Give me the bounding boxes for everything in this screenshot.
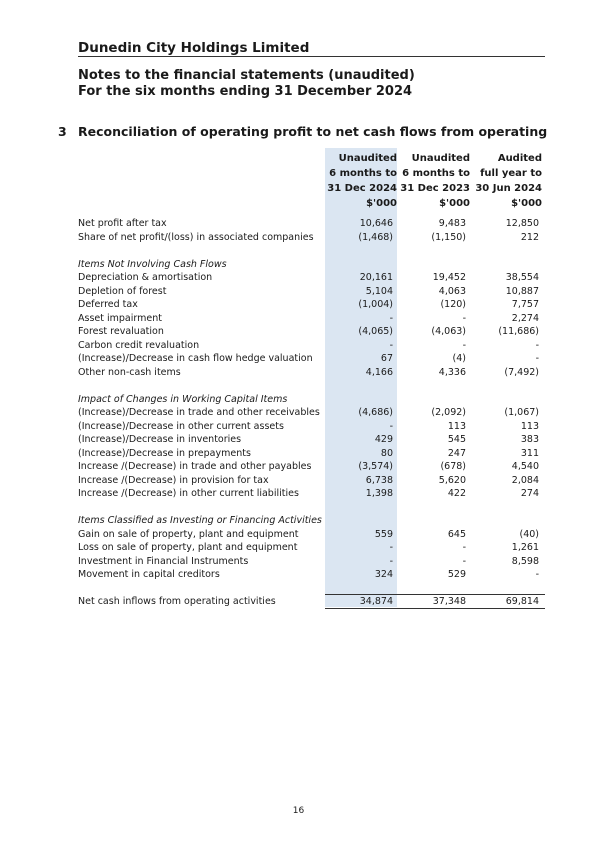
value-current: -: [389, 556, 393, 567]
value-prior: 19,452: [432, 272, 466, 283]
page-number: 16: [292, 806, 305, 816]
column-header-current: [325, 151, 397, 211]
value-current: 80: [380, 448, 393, 459]
table-row: [78, 541, 544, 554]
row-label: Increase /(Decrease) in provision for tax: [78, 475, 269, 486]
value-current: -: [389, 340, 393, 351]
value-full-year: (1,067): [504, 407, 539, 418]
value-current: -: [389, 421, 393, 432]
value-prior: 113: [447, 421, 466, 432]
value-current: 34,874: [359, 596, 393, 607]
row-label: Depreciation & amortisation: [78, 272, 213, 283]
value-prior: 645: [447, 529, 466, 540]
value-current: (4,686): [358, 407, 393, 418]
table-row: [78, 447, 544, 460]
value-prior: 545: [447, 434, 466, 445]
value-current: 429: [374, 434, 393, 445]
column-header-line: 31 Dec 2024: [327, 183, 397, 194]
row-label: Investment in Financial Instruments: [78, 556, 249, 567]
column-header-line: 31 Dec 2023: [400, 183, 470, 194]
row-label: Other non-cash items: [78, 367, 181, 378]
value-prior: 9,483: [438, 218, 466, 229]
value-prior: 4,063: [438, 286, 466, 297]
row-label: Deferred tax: [78, 299, 138, 310]
column-header-line: Audited: [497, 153, 542, 164]
section-heading-label: Items Classified as Investing or Financing Activities: [78, 515, 322, 526]
table-row: [78, 460, 544, 473]
table-row: [78, 217, 544, 230]
row-label: Asset impairment: [78, 313, 162, 324]
value-prior: (120): [440, 299, 466, 310]
total-rule-bottom: [325, 608, 545, 609]
value-current: (1,004): [358, 299, 393, 310]
table-row: [78, 339, 544, 352]
value-current: 559: [374, 529, 393, 540]
row-label: Carbon credit revaluation: [78, 340, 200, 351]
value-current: 1,398: [365, 488, 393, 499]
value-prior: 529: [447, 569, 466, 580]
value-full-year: 7,757: [511, 299, 539, 310]
table-row: [78, 231, 544, 244]
section-heading-label: Items Not Involving Cash Flows: [78, 259, 227, 270]
value-prior: -: [462, 542, 466, 553]
value-full-year: 4,540: [511, 461, 539, 472]
row-label: (Increase)/Decrease in inventories: [78, 434, 242, 445]
column-header-line: Unaudited: [338, 153, 397, 164]
column-header-full-year: [466, 151, 542, 211]
value-full-year: 113: [520, 421, 539, 432]
value-prior: (2,092): [431, 407, 466, 418]
row-label: Forest revaluation: [78, 326, 164, 337]
value-prior: (678): [440, 461, 466, 472]
row-label: Increase /(Decrease) in other current liabilities: [78, 488, 299, 499]
value-full-year: 38,554: [505, 272, 539, 283]
header-rule: [78, 56, 545, 57]
value-current: -: [389, 313, 393, 324]
value-prior: (4): [452, 353, 466, 364]
column-header-line: Unaudited: [411, 153, 470, 164]
row-label: Depletion of forest: [78, 286, 167, 297]
value-prior: -: [462, 340, 466, 351]
notes-title: [78, 68, 415, 100]
table-row: [78, 568, 544, 581]
company-name: Dunedin City Holdings Limited: [78, 40, 310, 56]
value-full-year: 383: [520, 434, 539, 445]
row-label: Net cash inflows from operating activities: [78, 596, 276, 607]
value-prior: 37,348: [432, 596, 466, 607]
value-current: (1,468): [358, 232, 393, 243]
value-full-year: 12,850: [505, 218, 539, 229]
value-full-year: 2,084: [511, 475, 539, 486]
row-label: (Increase)/Decrease in prepayments: [78, 448, 251, 459]
value-prior: 247: [447, 448, 466, 459]
table-row: [78, 487, 544, 500]
table-row: [78, 474, 544, 487]
column-header-line: 30 Jun 2024: [475, 183, 542, 194]
value-current: (4,065): [358, 326, 393, 337]
value-prior: (4,063): [431, 326, 466, 337]
value-full-year: 212: [520, 232, 539, 243]
value-full-year: 274: [520, 488, 539, 499]
value-full-year: (11,686): [498, 326, 539, 337]
value-current: 6,738: [365, 475, 393, 486]
table-row: [78, 298, 544, 311]
value-full-year: -: [535, 340, 539, 351]
value-prior: 4,336: [438, 367, 466, 378]
value-full-year: 69,814: [505, 596, 539, 607]
column-header-line: $'000: [366, 198, 397, 209]
table-section-heading: [78, 258, 544, 271]
row-label: Net profit after tax: [78, 218, 167, 229]
value-full-year: 8,598: [511, 556, 539, 567]
value-current: 4,166: [365, 367, 393, 378]
value-current: -: [389, 542, 393, 553]
table-row: [78, 285, 544, 298]
table-row: [78, 366, 544, 379]
section-heading-label: Impact of Changes in Working Capital Items: [78, 394, 288, 405]
column-header-line: 6 months to: [402, 168, 470, 179]
section-title: Reconciliation of operating profit to net cash flows from operating: [78, 124, 548, 139]
row-label: Movement in capital creditors: [78, 569, 220, 580]
row-label: (Increase)/Decrease in other current assets: [78, 421, 284, 432]
value-full-year: 1,261: [511, 542, 539, 553]
value-current: 10,646: [359, 218, 393, 229]
column-header-prior: [398, 151, 470, 211]
value-full-year: (40): [519, 529, 539, 540]
value-prior: 422: [447, 488, 466, 499]
column-header-line: $'000: [439, 198, 470, 209]
table-section-heading: [78, 393, 544, 406]
table-row: [78, 406, 544, 419]
total-row: [78, 595, 544, 608]
row-label: Loss on sale of property, plant and equipment: [78, 542, 298, 553]
row-label: (Increase)/Decrease in trade and other receivables: [78, 407, 320, 418]
table-row: [78, 352, 544, 365]
table-row: [78, 271, 544, 284]
table-row: [78, 325, 544, 338]
notes-title-line2: For the six months ending 31 December 2024: [78, 84, 413, 99]
row-label: Share of net profit/(loss) in associated companies: [78, 232, 314, 243]
value-full-year: (7,492): [504, 367, 539, 378]
section-number: 3: [58, 124, 67, 139]
row-label: Increase /(Decrease) in trade and other payables: [78, 461, 312, 472]
value-prior: -: [462, 556, 466, 567]
row-label: (Increase)/Decrease in cash flow hedge valuation: [78, 353, 313, 364]
value-full-year: 10,887: [505, 286, 539, 297]
row-label: Gain on sale of property, plant and equipment: [78, 529, 299, 540]
column-header-line: $'000: [511, 198, 542, 209]
table-row: [78, 528, 544, 541]
value-prior: (1,150): [431, 232, 466, 243]
value-prior: -: [462, 313, 466, 324]
column-header-line: 6 months to: [329, 168, 397, 179]
table-row: [78, 312, 544, 325]
value-current: 67: [380, 353, 393, 364]
value-prior: 5,620: [438, 475, 466, 486]
value-full-year: 311: [520, 448, 539, 459]
value-current: 20,161: [359, 272, 393, 283]
table-row: [78, 555, 544, 568]
column-header-line: full year to: [480, 168, 542, 179]
table-section-heading: [78, 514, 544, 527]
value-current: 324: [374, 569, 393, 580]
value-full-year: -: [535, 569, 539, 580]
value-current: (3,574): [358, 461, 393, 472]
notes-title-line1: Notes to the financial statements (unaudited): [78, 68, 415, 83]
table-row: [78, 420, 544, 433]
value-full-year: 2,274: [511, 313, 539, 324]
value-current: 5,104: [365, 286, 393, 297]
value-full-year: -: [535, 353, 539, 364]
table-row: [78, 433, 544, 446]
